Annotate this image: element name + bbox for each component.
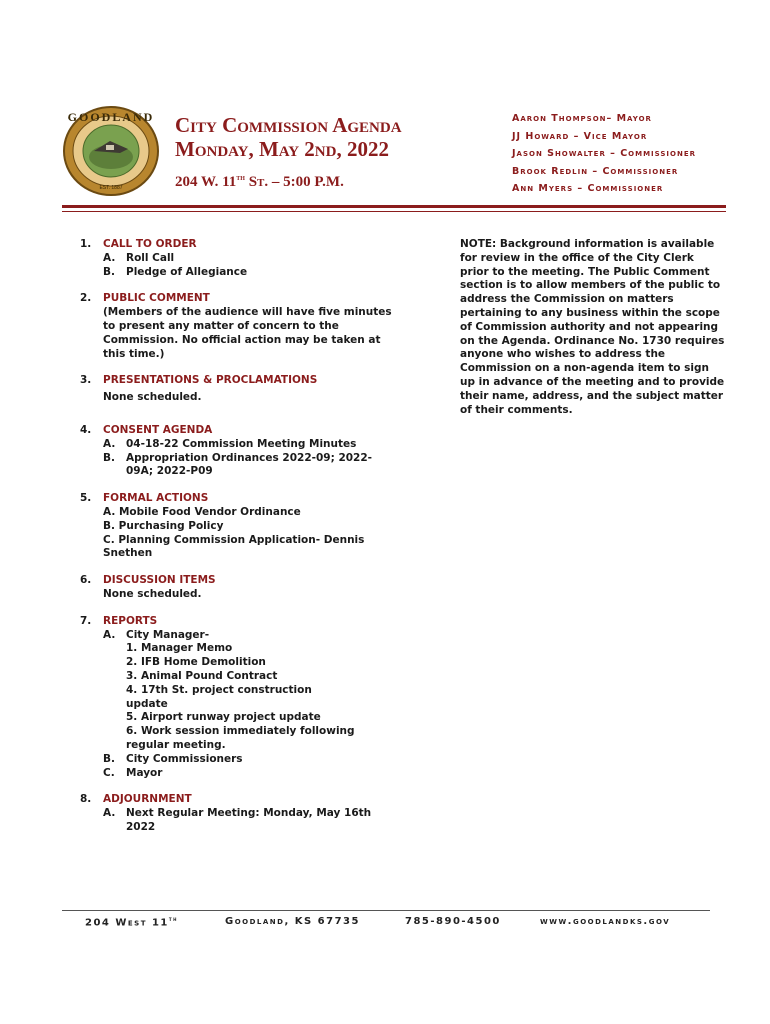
footer-divider — [62, 910, 710, 911]
agenda-item-adjournment: 8. ADJOURNMENT A. Next Regular Meeting: Monday, May 16th 2022 — [80, 793, 410, 834]
agenda-subitem: A. City Manager- — [103, 628, 210, 641]
agenda-item-call-to-order: 1. CALL TO ORDER A. Roll Call B. Pledge of Allegiance — [80, 238, 410, 279]
agenda-item-formal-actions: 5. FORMAL ACTIONS A. Mobile Food Vendor Ordinance B. Purchasing Policy C. Planning Commission Application- Dennis Snethen — [80, 492, 410, 561]
officer-commissioner: Ann Myers – Commissioner — [512, 183, 664, 194]
agenda-subitem: A. Roll Call — [103, 251, 175, 264]
agenda-item-consent-agenda: 4. CONSENT AGENDA A. 04-18-22 Commission Meeting Minutes B. Appropriation Ordinances 2022-09; 2022-09A; 2022-P09 — [80, 424, 410, 479]
agenda-item-heading: CALL TO ORDER — [103, 238, 197, 250]
agenda-subitem: A. Next Regular Meeting: Monday, May 16th 2022 — [103, 807, 372, 833]
city-seal-logo — [62, 105, 160, 197]
agenda-subitem: C. Mayor — [103, 766, 163, 779]
officer-vice-mayor: JJ Howard – Vice Mayor — [512, 130, 648, 142]
manager-report-list: 1. Manager Memo 2. IFB Home Demolition 3. Animal Pound Contract 4. 17th St. project construction update 5. Airport runway project update 6. Work session immediately following regular meeting. — [126, 642, 355, 751]
agenda-item-heading: CONSENT AGENDA — [103, 423, 213, 436]
officer-mayor: Aaron Thompson– Mayor — [512, 113, 652, 124]
agenda-item-heading: PUBLIC COMMENT — [103, 292, 210, 305]
agenda-item-heading: REPORTS — [103, 614, 158, 627]
footer-city: Goodland, KS 67735 — [225, 916, 360, 927]
meeting-location-time: 204 W. 11th St. – 5:00 P.M. — [175, 172, 344, 190]
agenda-item-heading: PRESENTATIONS & PROCLAMATIONS — [103, 374, 318, 387]
agenda-subitem: B. Pledge of Allegiance — [103, 265, 248, 278]
agenda-item-heading: DISCUSSION ITEMS — [103, 574, 216, 587]
agenda-item-presentations: 3. PRESENTATIONS & PROCLAMATIONS None scheduled. — [80, 374, 410, 405]
agenda-item-public-comment: 2. PUBLIC COMMENT (Members of the audience will have five minutes to present any matter of concern to the Commission. No official action may be taken at this time.) — [80, 292, 410, 361]
page-title: City Commission Agenda — [175, 113, 402, 137]
agenda-subitem: B. City Commissioners — [103, 752, 243, 765]
agenda-item-discussion: 6. DISCUSSION ITEMS None scheduled. — [80, 574, 410, 602]
header-divider-thin — [62, 211, 726, 212]
footer-address: 204 West 11th — [85, 916, 178, 929]
seal-top-text: GOODLAND — [67, 110, 155, 124]
agenda-item-heading: FORMAL ACTIONS — [103, 492, 209, 505]
agenda-title-block — [175, 113, 402, 193]
seal-bottom-text: EST. 1887 — [99, 185, 123, 191]
officers-list — [512, 113, 696, 201]
agenda-subitem: A. 04-18-22 Commission Meeting Minutes — [103, 437, 357, 450]
officer-commissioner: Jason Showalter – Commissioner — [512, 148, 697, 159]
agenda-list — [80, 238, 410, 835]
officer-commissioner: Brook Redlin – Commissioner — [512, 165, 679, 177]
footer-website: www.goodlandks.gov — [540, 916, 671, 927]
agenda-item-reports: 7. REPORTS A. City Manager- 1. Manager Memo 2. IFB Home Demolition 3. Animal Pound Contract 4. 17th St. project construction update 5. Airport runway project update 6. Work session immediately following regular meeting. B. City Commissioners C. Mayor — [80, 615, 410, 781]
header-divider — [62, 205, 726, 208]
agenda-item-heading: ADJOURNMENT — [103, 793, 192, 806]
agenda-subitem: B. Appropriation Ordinances 2022-09; 2022-09A; 2022-P09 — [103, 451, 373, 478]
background-info-note: NOTE: Background information is available for review in the office of the City Clerk prior to the meeting. The Public Comment section is to allow members of the public to address the Commission on matters pertaining to any business within the scope of Commission authority and not appearing on the Agenda. Ordinance No. 1730 requires anyone who wishes to address the Commission on a non-agenda item to sign up in advance of the meeting and to provide their name, address, and the subject matter of their comments. — [460, 238, 725, 416]
footer-phone: 785-890-4500 — [405, 916, 501, 927]
meeting-date: Monday, May 2nd, 2022 — [175, 137, 389, 161]
